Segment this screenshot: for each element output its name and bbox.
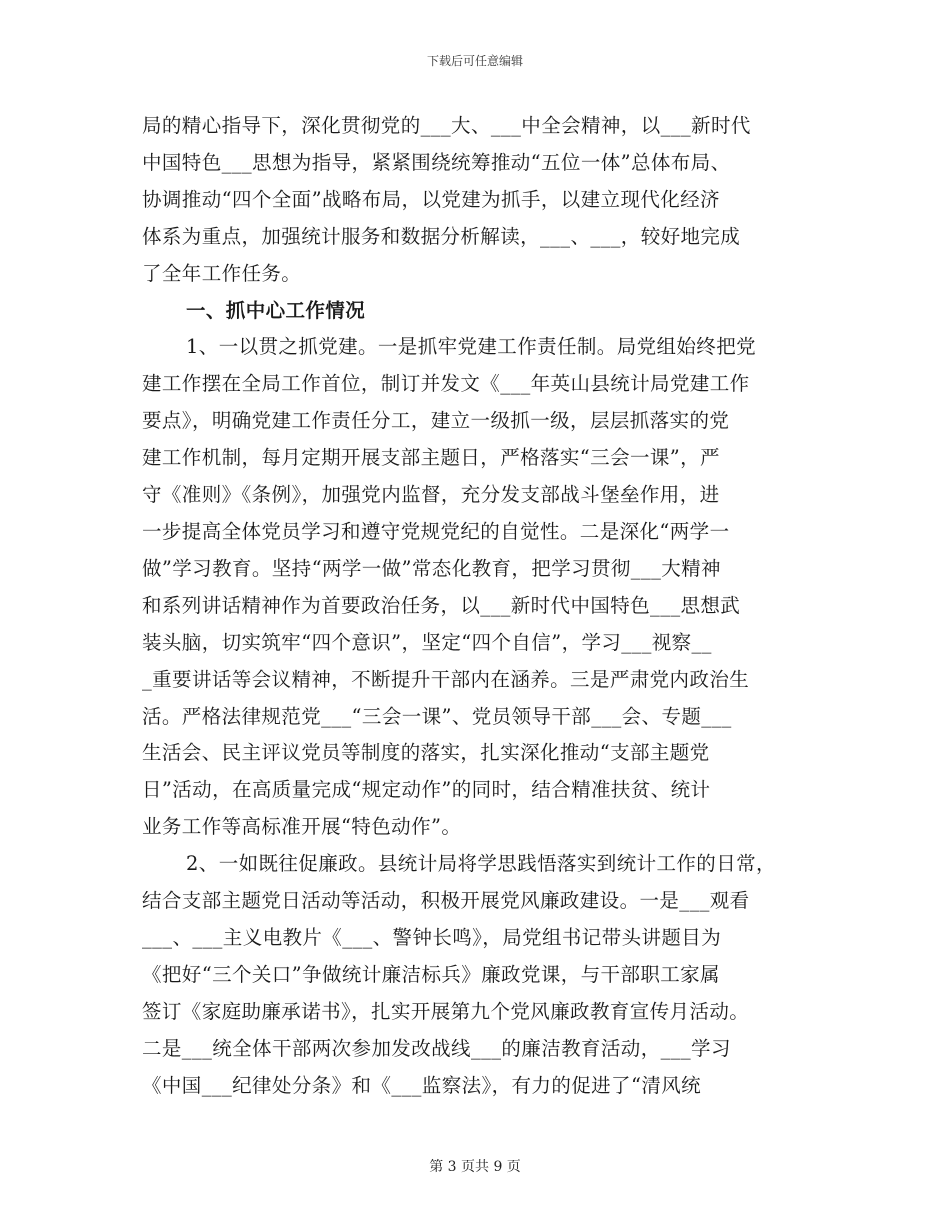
text-line: 要点》，明确党建工作责任分工，建立一级抓一级，层层抓落实的党 (142, 409, 730, 433)
text-line: 签订《家庭助廉承诺书》，扎实开展第九个党风廉政教育宣传月活动。 (142, 999, 750, 1023)
text-line: 1、一以贯之抓党建。一是抓牢党建工作责任制。局党组始终把党 (186, 335, 757, 359)
document-body (142, 108, 812, 1104)
text-line: 生活会、民主评议党员等制度的落实，扎实深化推动“支部主题党 (142, 741, 710, 765)
text-line: 局的精心指导下，深化贯彻党的___大、___中全会精神，以___新时代 (142, 114, 751, 137)
text-line: 活。严格法律规范党___“三会一课”、党员领导干部___会、专题___ (142, 704, 732, 728)
text-line: 了全年工作任务。 (142, 261, 302, 285)
text-line: 一步提高全体党员学习和遵守党规党纪的自觉性。二是深化“两学一 (142, 519, 730, 543)
text-line: 建工作机制，每月定期开展支部主题日，严格落实“三会一课”，严 (142, 446, 720, 470)
text-line: 装头脑，切实筑牢“四个意识”，坚定“四个自信”，学习___视察__ (142, 630, 712, 654)
section-heading: 一、抓中心工作情况 (186, 298, 366, 322)
text-line: 二是___统全体干部两次参加发改战线___的廉洁教育活动，___学习 (142, 1036, 731, 1060)
text-line: 做”学习教育。坚持“两学一做”常态化教育，把学习贯彻___大精神 (142, 556, 721, 580)
page-header: 下载后可任意编辑 (426, 54, 523, 68)
text-line: 《中国___纪律处分条》和《___监察法》，有力的促进了“清风统 (142, 1073, 702, 1097)
text-line: 守《准则》《条例》，加强党内监督，充分发支部战斗堡垒作用，进 (142, 483, 720, 507)
text-line: 业务工作等高标准开展“特色动作”。 (142, 815, 462, 839)
text-line: _重要讲话等会议精神，不断提升干部内在涵养。三是严肃党内政治生 (142, 667, 750, 691)
text-line: 日”活动，在高质量完成“规定动作”的同时，结合精准扶贫、统计 (142, 778, 711, 802)
text-line: 协调推动“四个全面”战略布局，以党建为抓手，以建立现代化经济 (142, 187, 720, 211)
text-line: 《把好“三个关口”争做统计廉洁标兵》廉政党课，与干部职工家属 (142, 962, 720, 986)
text-line: 和系列讲话精神作为首要政治任务，以___新时代中国特色___思想武 (142, 593, 741, 617)
text-line: 2、一如既往促廉政。县统计局将学思践悟落实到统计工作的日常， (186, 852, 776, 876)
text-line: 体系为重点，加强统计服务和数据分析解读，___、___，较好地完成 (142, 224, 741, 248)
text-line: 建工作摆在全局工作首位，制订并发文《___年英山县统计局党建工作 (142, 372, 750, 396)
page-number: 第 3 页共 9 页 (429, 1159, 521, 1175)
text-line: 结合支部主题党日活动等活动，积极开展党风廉政建设。一是___观看 (142, 889, 750, 913)
text-line: 中国特色___思想为指导，紧紧围绕统筹推动“五位一体”总体布局、 (142, 150, 731, 174)
text-line: ___、___主义电教片《___、警钟长鸣》，局党组书记带头讲题目为 (142, 925, 722, 949)
